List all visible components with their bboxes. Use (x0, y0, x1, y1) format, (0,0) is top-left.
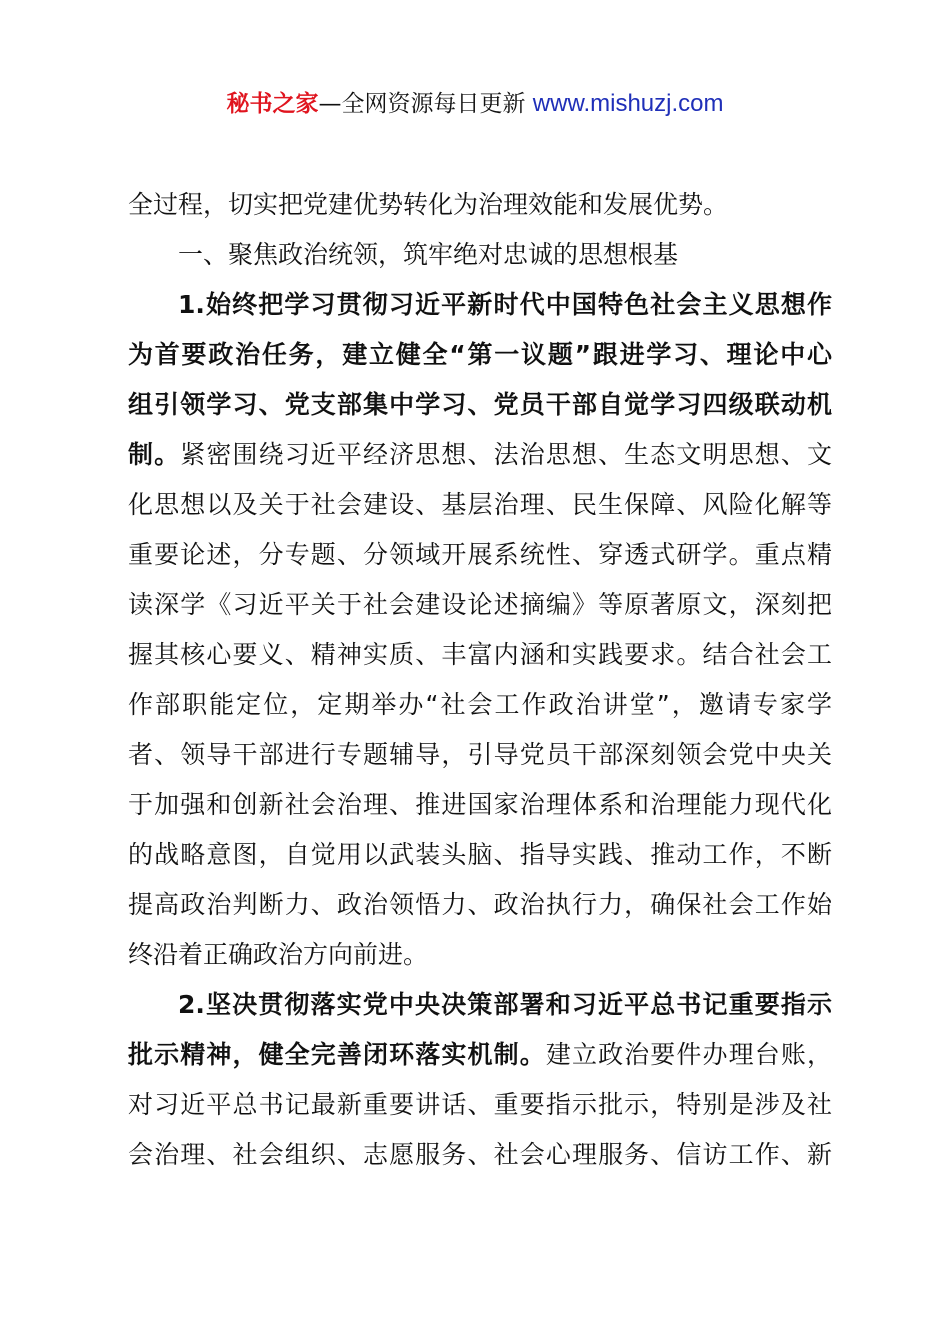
bold-text-span: 批示精神，健全完善闭环落实机制。 (128, 1040, 546, 1069)
bold-text-span: 制。 (128, 440, 181, 469)
brand-name: 秘书之家 (226, 91, 319, 117)
text-line: 化思想以及关于社会建设、基层治理、民生保障、风险化解等 (128, 490, 832, 519)
text-line: 读深学《习近平关于社会建设论述摘编》等原著原文，深刻把 (128, 590, 832, 619)
text-line: 会治理、社会组织、志愿服务、社会心理服务、信访工作、新 (128, 1140, 832, 1169)
text-line: 于加强和创新社会治理、推进国家治理体系和治理能力现代化 (128, 790, 832, 819)
text-line: 全过程，切实把党建优势转化为治理效能和发展优势。 (128, 190, 729, 219)
mixed-text-line (128, 1030, 832, 1080)
site-header (0, 86, 950, 122)
mixed-text-line (128, 430, 832, 480)
text-line: 提高政治判断力、政治领悟力、政治执行力，确保社会工作始 (128, 890, 832, 919)
text-line: 握其核心要义、精神实质、丰富内涵和实践要求。结合社会工 (128, 640, 832, 669)
document-body (128, 180, 832, 1180)
text-line: 对习近平总书记最新重要讲话、重要指示批示，特别是涉及社 (128, 1090, 832, 1119)
header-tagline: —全网资源每日更新 (318, 91, 533, 117)
text-line: 的战略意图，自觉用以武装头脑、指导实践、推动工作，不断 (128, 840, 832, 869)
bold-text-line: 组引领学习、党支部集中学习、党员干部自觉学习四级联动机 (128, 390, 832, 419)
text-span: 建立政治要件办理台账， (545, 1040, 832, 1069)
text-line: 作部职能定位，定期举办“社会工作政治讲堂”，邀请专家学 (128, 690, 832, 719)
bold-text-line: 1.始终把学习贯彻习近平新时代中国特色社会主义思想作 (178, 290, 832, 319)
text-span: 紧密围绕习近平经济思想、法治思想、生态文明思想、文 (180, 440, 832, 469)
section-heading: 一、聚焦政治统领，筑牢绝对忠诚的思想根基 (178, 240, 679, 269)
text-line: 重要论述，分专题、分领域开展系统性、穿透式研学。重点精 (128, 540, 832, 569)
bold-text-line: 为首要政治任务，建立健全“第一议题”跟进学习、理论中心 (128, 340, 832, 369)
text-line: 者、领导干部进行专题辅导，引导党员干部深刻领会党中央关 (128, 740, 832, 769)
text-line: 终沿着正确政治方向前进。 (128, 940, 429, 969)
site-url-link[interactable]: www.mishuzj.com (532, 90, 724, 117)
bold-text-line: 2.坚决贯彻落实党中央决策部署和习近平总书记重要指示 (178, 990, 832, 1019)
